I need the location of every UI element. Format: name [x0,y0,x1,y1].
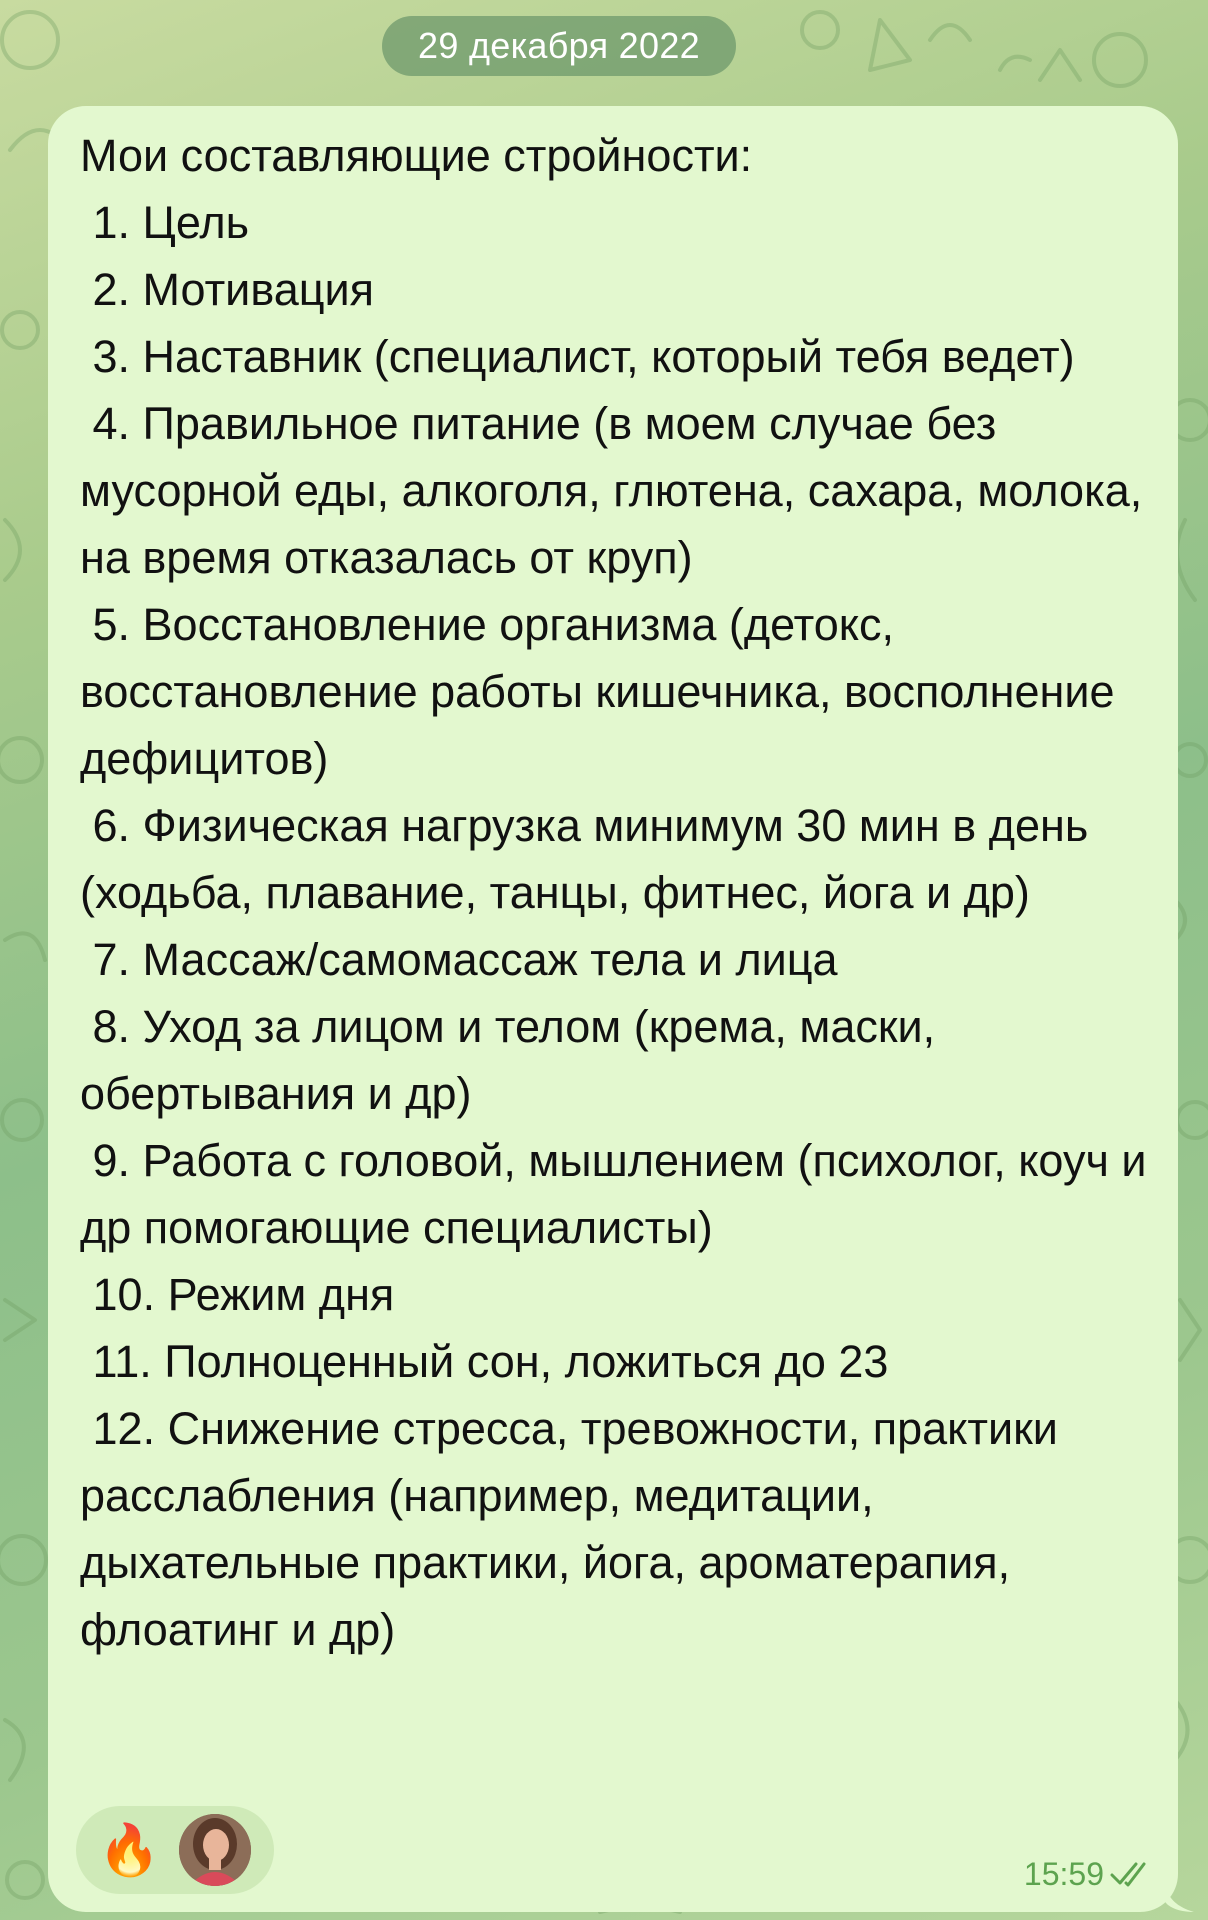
list-item: 3. Наставник (специалист, который тебя ведет) [80,331,1075,382]
list-item: 8. Уход за лицом и телом (крема, маски, обертывания и др) [80,1001,948,1119]
message-bubble[interactable] [48,106,1178,1912]
fire-emoji-icon: 🔥 [98,1822,161,1878]
list-item: 2. Мотивация [80,264,375,315]
list-item: 1. Цель [80,197,250,248]
double-check-icon [1110,1860,1154,1888]
list-item: 4. Правильное питание (в моем случае без мусорной еды, алкоголя, глютена, сахара, молока, на время отказалась от круп) [80,398,1155,583]
list-item: 12. Снижение стресса, тревожности, практики расслабления (например, медитации, дыхательные практики, йога, ароматерапия, флоатинг и др) [80,1403,1071,1655]
message-title: Мои составляющие стройности: [80,130,753,181]
list-item: 11. Полноценный сон, ложиться до 23 [80,1336,889,1387]
list-item: 10. Режим дня [80,1269,395,1320]
date-separator: 29 декабря 2022 [382,16,736,76]
list-item: 5. Восстановление организма (детокс, восстановление работы кишечника, восполнение дефицитов) [80,599,1128,784]
message-meta [1024,1852,1154,1896]
list-item: 6. Физическая нагрузка минимум 30 мин в день (ходьба, плавание, танцы, фитнес, йога и др) [80,800,1101,918]
user-avatar [179,1814,251,1886]
message-text [80,122,1160,1663]
list-item: 7. Массаж/самомассаж тела и лица [80,934,838,985]
list-item: 9. Работа с головой, мышлением (психолог, коуч и др помогающие специалисты) [80,1135,1160,1253]
bubble-tail [1164,1878,1194,1912]
reaction-chip[interactable] [76,1806,274,1894]
message-time: 15:59 [1023,1856,1104,1892]
